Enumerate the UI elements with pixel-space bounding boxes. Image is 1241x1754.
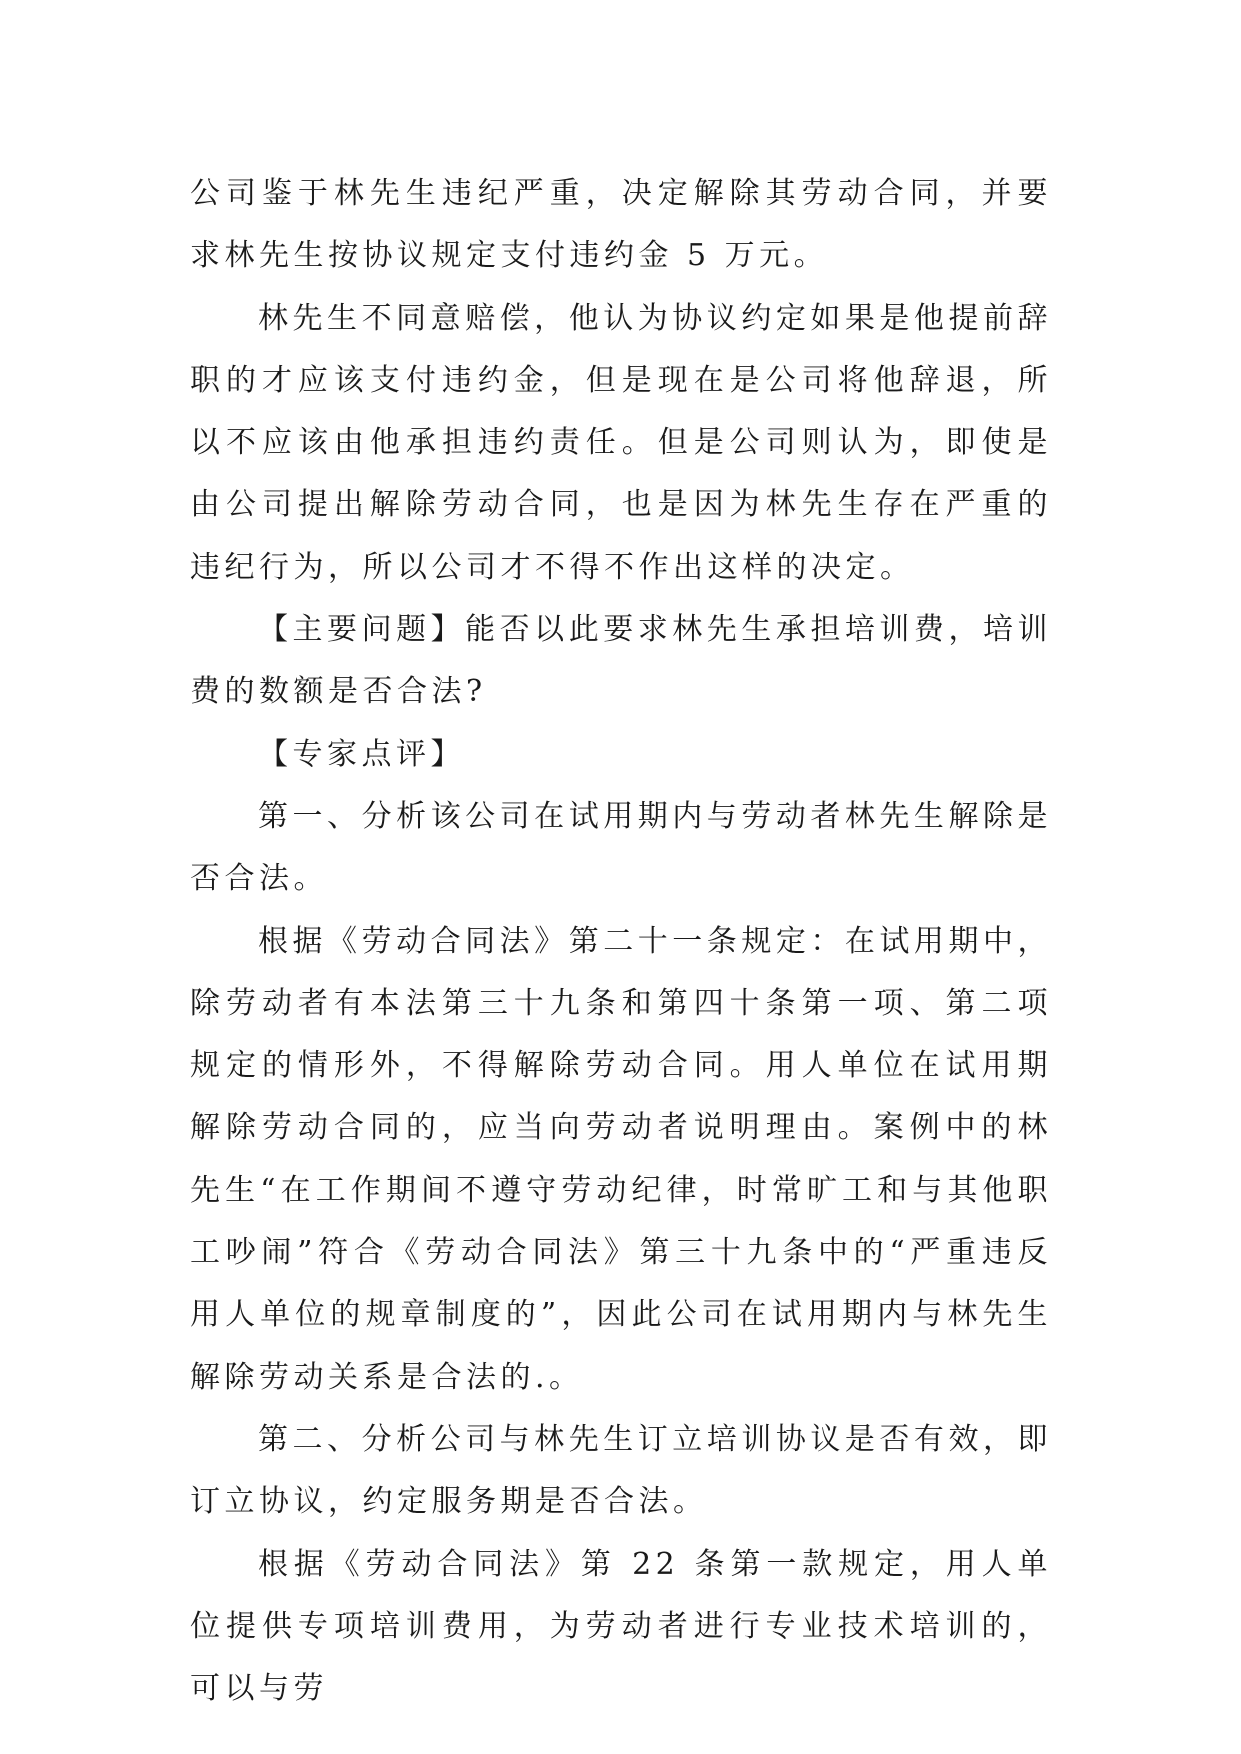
paragraph-company-decision: 公司鉴于林先生违纪严重，决定解除其劳动合同，并要求林先生按协议规定支付违约金 5 万元。	[190, 176, 1052, 274]
paragraph-lin-objection: 林先生不同意赔偿，他认为协议约定如果是他提前辞职的才应该支付违约金，但是现在是公司将他辞退，所以不应该由他承担违约责任。但是公司则认为，即使是由公司提出解除劳动合同，也是因为林先生存在严重的违纪行为，所以公司才不得不作出这样的决定。	[190, 300, 1052, 585]
paragraph-article-21: 根据《劳动合同法》第二十一条规定：在试用期中，除劳动者有本法第三十九条和第四十条第一项、第二项规定的情形外，不得解除劳动合同。用人单位在试用期解除劳动合同的，应当向劳动者说明理由。案例中的林先生“在工作期间不遵守劳动纪律，时常旷工和与其他职工吵闹”符合《劳动合同法》第三十九条中的“严重违反用人单位的规章制度的”，因此公司在试用期内与林先生解除劳动关系是合法的.。	[190, 923, 1052, 1395]
paragraph-main-issue: 【主要问题】能否以此要求林先生承担培训费，培训费的数额是否合法?	[190, 612, 1052, 710]
paragraph-article-22: 根据《劳动合同法》第 22 条第一款规定，用人单位提供专项培训费用，为劳动者进行专业技术培训的，可以与劳	[190, 1546, 1052, 1707]
paragraph-analysis-one: 第一、分析该公司在试用期内与劳动者林先生解除是否合法。	[190, 798, 1052, 897]
paragraph-expert-comment-heading: 【专家点评】	[258, 736, 465, 772]
document-body	[190, 163, 1052, 1720]
paragraph-analysis-two: 第二、分析公司与林先生订立培训协议是否有效，即订立协议，约定服务期是否合法。	[190, 1421, 1052, 1520]
